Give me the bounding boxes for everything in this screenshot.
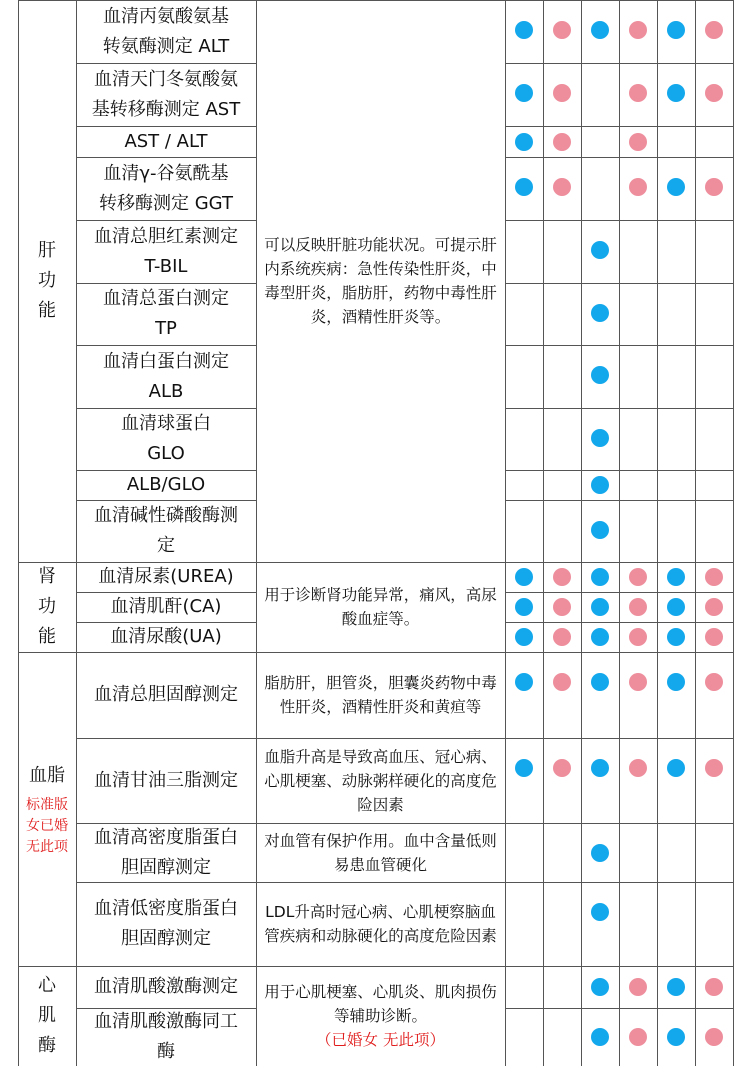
blue-dot: [591, 1028, 609, 1046]
blue-dot: [591, 759, 609, 777]
item-cell: 血清γ-谷氨酰基 转移酶测定 GGT: [99, 162, 233, 214]
item-cell: 血清球蛋白 GLO: [121, 413, 211, 464]
pink-dot: [629, 673, 647, 691]
column-divider: [695, 0, 696, 1066]
blue-dot: [591, 21, 609, 39]
description-text: 对血管有保护作用。血中含量低则易患血管硬化: [264, 831, 497, 874]
pink-dot: [705, 759, 723, 777]
blue-dot: [515, 21, 533, 39]
category-label: 血脂: [29, 764, 65, 786]
column-divider: [581, 0, 582, 1066]
item-cell: 血清肌酐(CA): [110, 596, 222, 617]
blue-dot: [667, 598, 685, 616]
pink-dot: [629, 978, 647, 996]
row-divider: [76, 1008, 256, 1009]
item-cell: 血清丙氨酸氨基 转氨酶测定 ALT: [102, 5, 230, 57]
blue-dot: [591, 598, 609, 616]
pink-dot: [629, 21, 647, 39]
column-divider: [256, 0, 257, 1066]
description-text: 可以反映肝脏功能状况。可提示肝内系统疾病：急性传染性肝炎，中毒型肝炎，脂肪肝，药物中毒性肝炎，酒精性肝炎等。: [264, 236, 497, 326]
item-cell: 血清天门冬氨酸氨 基转移酶测定 AST: [91, 68, 241, 120]
description-text: LDL升高时冠心病、心肌梗察脑血管疾病和动脉硬化的高度危险因素: [264, 903, 497, 945]
pink-dot: [629, 178, 647, 196]
description-cell: [256, 652, 505, 738]
row-divider: [76, 966, 256, 967]
description-cell: [256, 823, 505, 882]
column-divider: [733, 0, 734, 1066]
item-cell: 血清总蛋白测定 TP: [103, 288, 229, 339]
blue-dot: [667, 1028, 685, 1046]
pink-dot: [553, 21, 571, 39]
column-divider: [657, 0, 658, 1066]
column-divider: [505, 0, 506, 1066]
row-divider: [76, 63, 256, 64]
blue-dot: [667, 673, 685, 691]
blue-dot: [591, 366, 609, 384]
blue-dot: [591, 844, 609, 862]
row-divider: [76, 0, 256, 1]
category-note: 标准版 女已婚 无此项: [26, 796, 68, 855]
pink-dot: [629, 759, 647, 777]
pink-dot: [705, 598, 723, 616]
pink-dot: [629, 628, 647, 646]
blue-dot: [667, 21, 685, 39]
item-cell: 血清甘油三脂测定: [94, 769, 238, 791]
description-text: 用于诊断肾功能异常，痛风，高尿酸血症等。: [264, 586, 497, 628]
item-cell: 血清肌酸激酶测定: [94, 976, 238, 997]
blue-dot: [591, 476, 609, 494]
row-divider: [76, 592, 256, 593]
pink-dot: [629, 84, 647, 102]
blue-dot: [591, 628, 609, 646]
item-cell: 血清尿素(UREA): [98, 566, 234, 587]
row-divider: [76, 500, 256, 501]
blue-dot: [591, 304, 609, 322]
blue-dot: [667, 628, 685, 646]
description-cell: [256, 562, 505, 652]
row-divider: [76, 823, 256, 824]
pink-dot: [705, 21, 723, 39]
category-label: 肝 功 能: [38, 240, 56, 321]
pink-dot: [705, 673, 723, 691]
blue-dot: [667, 84, 685, 102]
pink-dot: [553, 568, 571, 586]
row-divider: [76, 220, 256, 221]
row-divider: [76, 408, 256, 409]
pink-dot: [553, 673, 571, 691]
item-cell: ALB/GLO: [126, 474, 206, 495]
pink-dot: [705, 978, 723, 996]
row-divider: [76, 283, 256, 284]
description-cell: [256, 966, 505, 1066]
row-divider: [76, 652, 256, 653]
blue-dot: [667, 568, 685, 586]
pink-dot: [553, 759, 571, 777]
blue-dot: [515, 673, 533, 691]
pink-dot: [629, 133, 647, 151]
pink-dot: [553, 133, 571, 151]
blue-dot: [515, 133, 533, 151]
pink-dot: [705, 178, 723, 196]
row-divider: [76, 470, 256, 471]
description-text: 用于心肌梗塞、心肌炎、肌肉损伤等辅助诊断。 （已婚女 无此项）: [262, 980, 499, 1052]
row-divider: [76, 562, 256, 563]
blue-dot: [591, 903, 609, 921]
item-cell: 血清白蛋白测定 ALB: [103, 350, 229, 402]
pink-dot: [629, 598, 647, 616]
blue-dot: [515, 568, 533, 586]
blue-dot: [515, 628, 533, 646]
blue-dot: [667, 759, 685, 777]
blue-dot: [591, 429, 609, 447]
pink-dot: [705, 568, 723, 586]
row-divider: [76, 622, 256, 623]
blue-dot: [667, 978, 685, 996]
row-divider: [76, 882, 256, 883]
blue-dot: [515, 178, 533, 196]
category-cell: [18, 966, 76, 1066]
item-cell: 血清高密度脂蛋白 胆固醇测定: [94, 826, 238, 878]
column-divider: [619, 0, 620, 1066]
pink-dot: [553, 178, 571, 196]
column-divider: [76, 0, 77, 1066]
item-cell: 血清总胆固醇测定: [94, 684, 238, 705]
pink-dot: [553, 84, 571, 102]
blue-dot: [515, 598, 533, 616]
pink-dot: [553, 628, 571, 646]
item-cell: 血清总胆红素测定 T-BIL: [94, 225, 238, 277]
description-cell: [256, 0, 505, 562]
category-label: 心 肌 酶: [38, 975, 56, 1056]
pink-dot: [705, 84, 723, 102]
pink-dot: [705, 1028, 723, 1046]
item-cell: AST / ALT: [124, 130, 208, 152]
row-divider: [76, 345, 256, 346]
category-cell: [18, 652, 76, 966]
item-cell: 血清低密度脂蛋白 胆固醇测定: [94, 898, 238, 949]
item-cell: 血清肌酸激酶同工 酶: [94, 1011, 238, 1062]
description-cell: [256, 882, 505, 966]
row-divider: [76, 157, 256, 158]
category-cell: [18, 0, 76, 562]
pink-dot: [553, 598, 571, 616]
pink-dot: [629, 1028, 647, 1046]
pink-dot: [629, 568, 647, 586]
blue-dot: [515, 84, 533, 102]
item-cell: 血清尿酸(UA): [110, 626, 222, 647]
blue-dot: [515, 759, 533, 777]
column-divider: [18, 0, 19, 1066]
description-text: 脂肪肝，胆管炎，胆囊炎药物中毒性肝炎，酒精性肝炎和黄疸等: [264, 674, 497, 716]
blue-dot: [667, 178, 685, 196]
description-cell: [256, 738, 505, 823]
row-divider: [76, 126, 256, 127]
description-text: 血脂升高是导致高血压、冠心病、心肌梗塞、动脉粥样硬化的高度危险因素: [264, 747, 497, 814]
blue-dot: [591, 521, 609, 539]
blue-dot: [591, 978, 609, 996]
item-cell: 血清碱性磷酸酶测 定: [94, 505, 238, 556]
category-cell: [18, 562, 76, 652]
row-divider: [76, 738, 256, 739]
column-divider: [543, 0, 544, 1066]
pink-dot: [705, 628, 723, 646]
category-label: 肾 功 能: [38, 566, 56, 647]
blue-dot: [591, 673, 609, 691]
blue-dot: [591, 568, 609, 586]
description-note: （已婚女 无此项）: [316, 1031, 445, 1049]
blue-dot: [591, 241, 609, 259]
